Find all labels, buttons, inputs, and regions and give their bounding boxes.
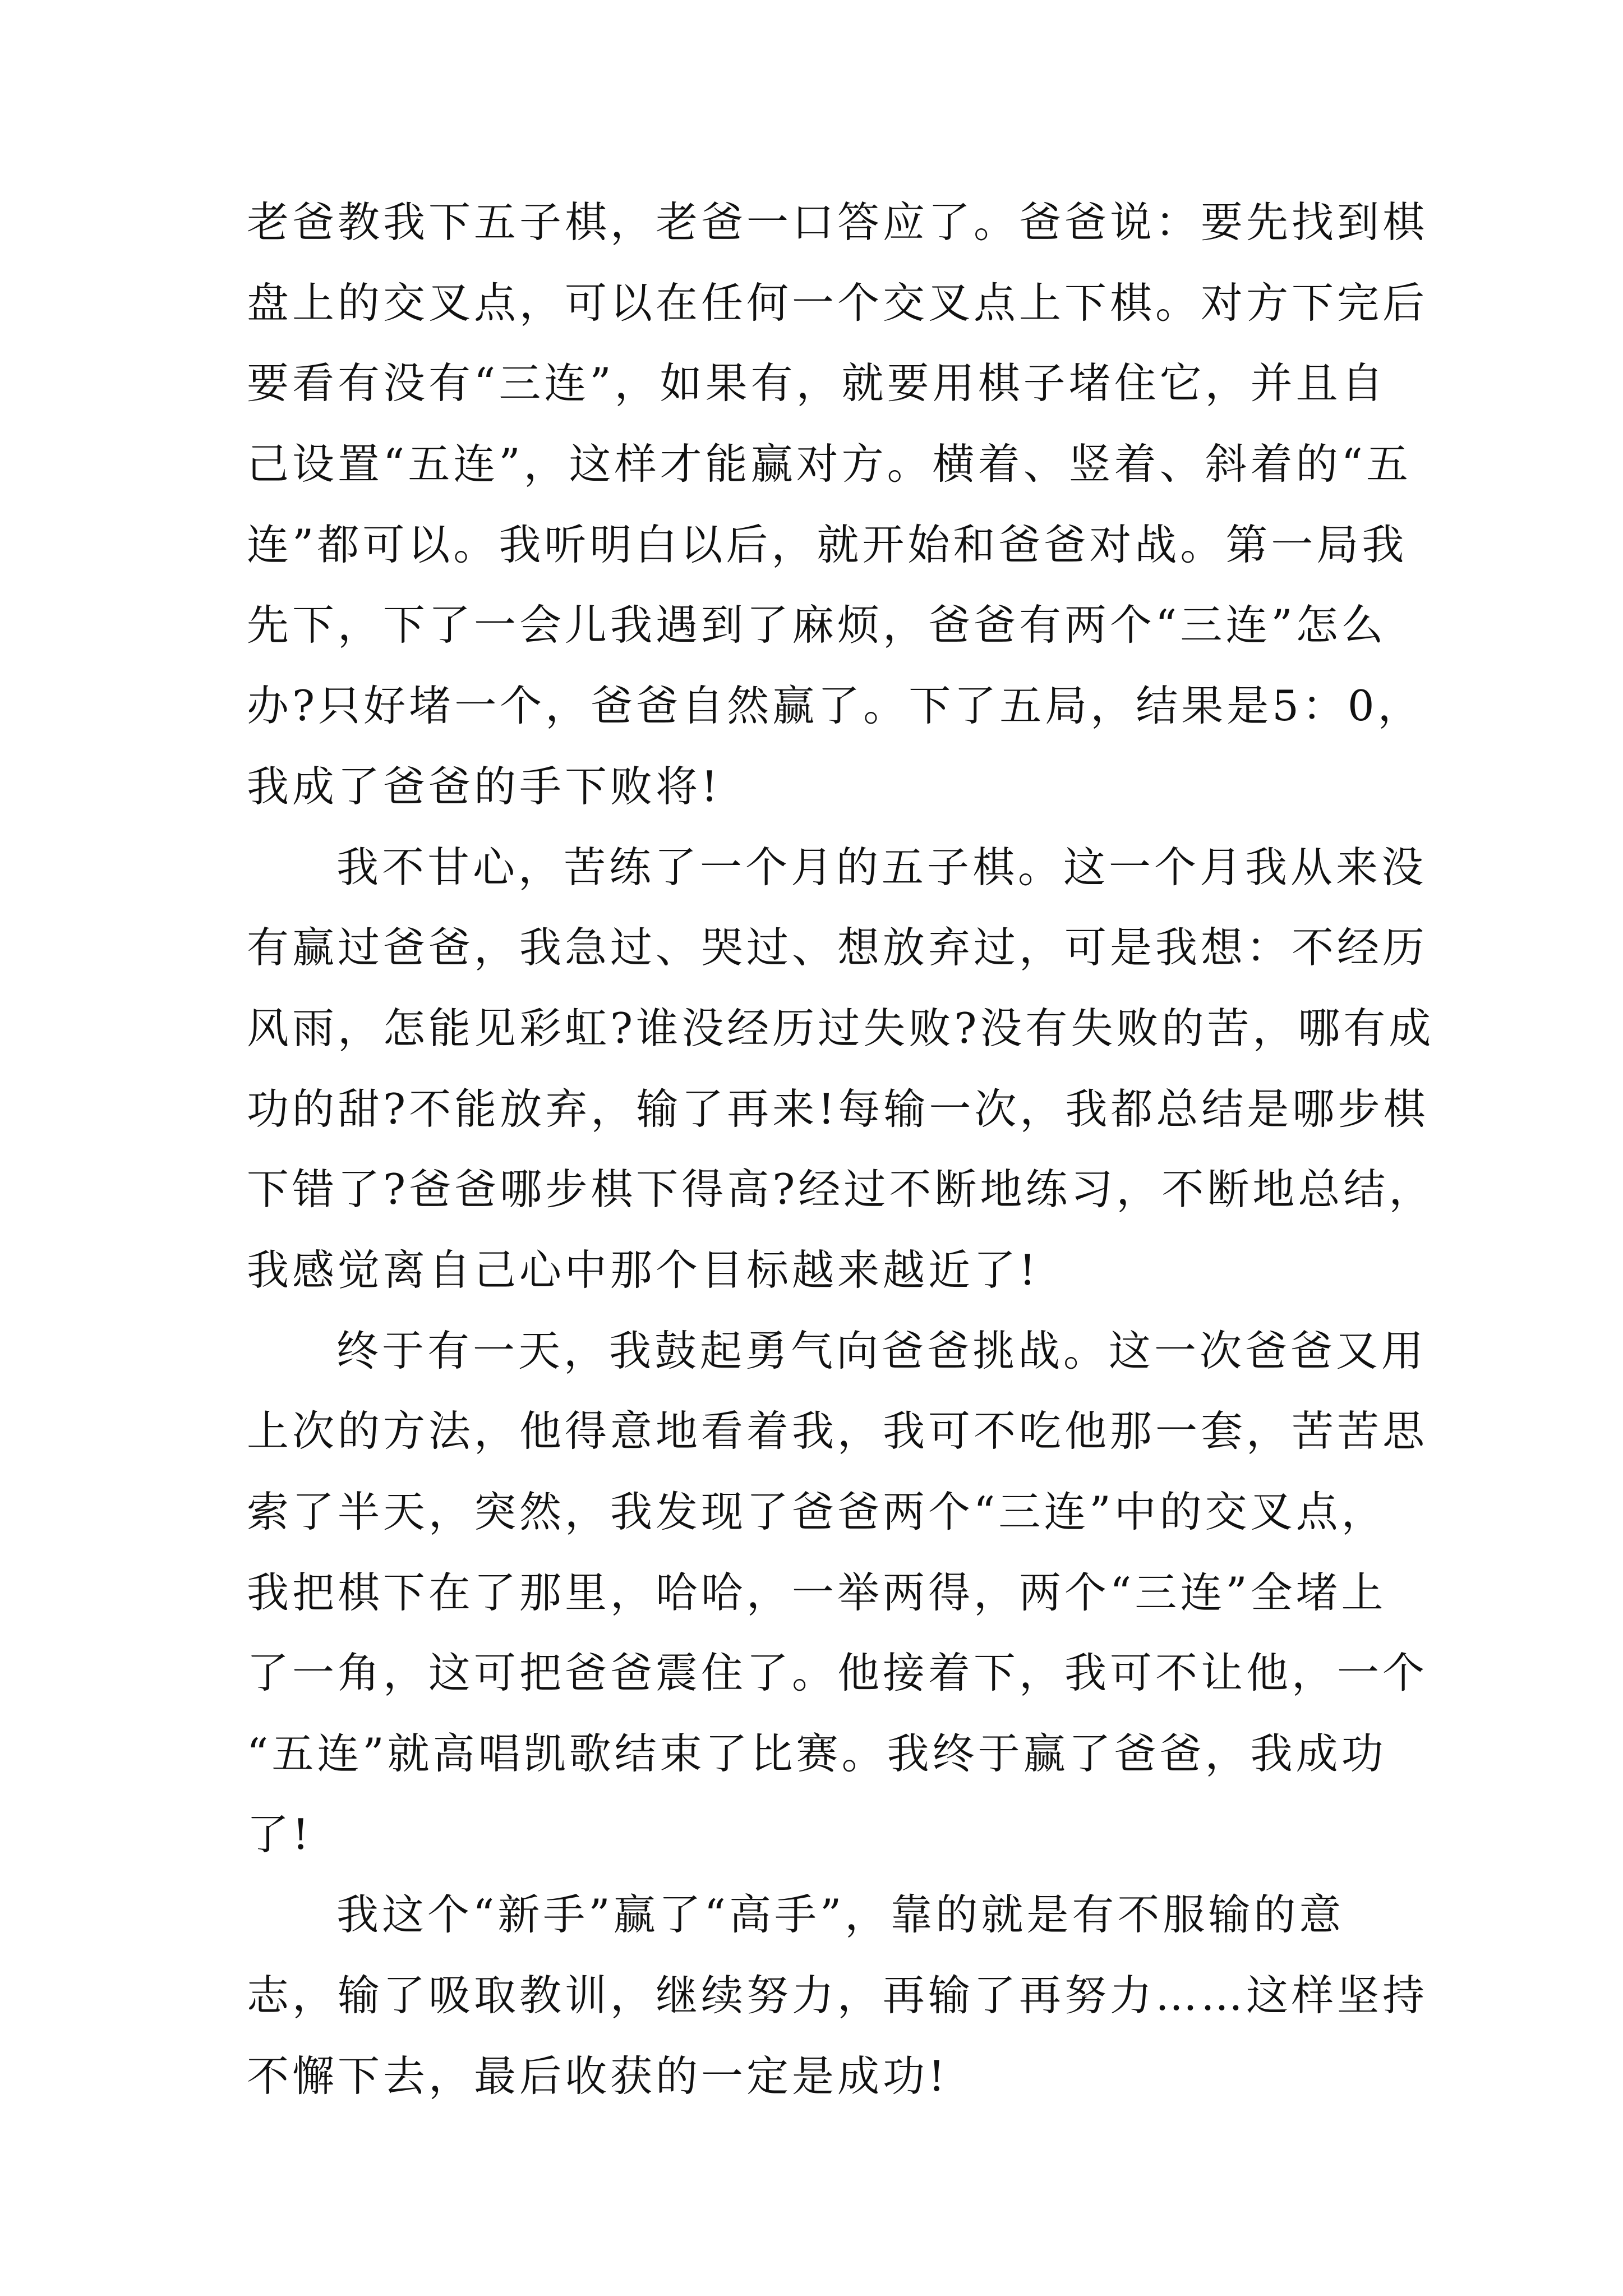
text-line: 先下，下了一会儿我遇到了麻烦，爸爸有两个“三连”怎么 — [247, 600, 1387, 650]
text-line: 我感觉离自己心中那个目标越来越近了! — [247, 1245, 1040, 1295]
paragraph-first-line: 我这个“新手”赢了“高手”，靠的就是有不服输的意 — [336, 1890, 1345, 1940]
text-line: 不懈下去，最后收获的一定是成功! — [247, 2051, 949, 2101]
text-line: 盘上的交叉点，可以在任何一个交叉点上下棋。对方下完后 — [247, 278, 1428, 328]
essay-body — [247, 182, 1435, 2117]
text-line: 功的甜?不能放弃，输了再来!每输一次，我都总结是哪步棋 — [247, 1084, 1429, 1134]
text-line: 了一角，这可把爸爸震住了。他接着下，我可不让他，一个 — [247, 1648, 1428, 1698]
text-line: 风雨，怎能见彩虹?谁没经历过失败?没有失败的苦，哪有成 — [247, 1003, 1435, 1053]
text-line: 要看有没有“三连”，如果有，就要用棋子堵住它，并且自 — [247, 358, 1387, 408]
text-line: 索了半天，突然，我发现了爸爸两个“三连”中的交叉点， — [247, 1487, 1387, 1536]
text-line: 连”都可以。我听明白以后，就开始和爸爸对战。第一局我 — [247, 519, 1408, 569]
text-line: 下错了?爸爸哪步棋下得高?经过不断地练习，不断地总结， — [247, 1165, 1435, 1214]
text-line: 了! — [247, 1809, 313, 1859]
text-line: 己设置“五连”，这样才能赢对方。横着、竖着、斜着的“五 — [247, 439, 1412, 489]
text-line: “五连”就高唱凯歌结束了比赛。我终于赢了爸爸，我成功 — [247, 1729, 1387, 1779]
text-line: 有赢过爸爸，我急过、哭过、想放弃过，可是我想：不经历 — [247, 923, 1428, 973]
text-line: 上次的方法，他得意地看着我，我可不吃他那一套，苦苦思 — [247, 1406, 1428, 1456]
text-line: 我把棋下在了那里，哈哈，一举两得，两个“三连”全堵上 — [247, 1567, 1387, 1617]
text-line: 老爸教我下五子棋，老爸一口答应了。爸爸说：要先找到棋 — [247, 197, 1428, 247]
text-line: 我成了爸爸的手下败将! — [247, 761, 722, 811]
paragraph-first-line: 我不甘心，苦练了一个月的五子棋。这一个月我从来没 — [336, 842, 1427, 892]
text-line: 办?只好堵一个，爸爸自然赢了。下了五局，结果是5：0， — [247, 681, 1423, 731]
paragraph-first-line: 终于有一天，我鼓起勇气向爸爸挑战。这一次爸爸又用 — [336, 1326, 1427, 1375]
text-line: 志，输了吸取教训，继续努力，再输了再努力……这样坚持 — [247, 1971, 1428, 2021]
